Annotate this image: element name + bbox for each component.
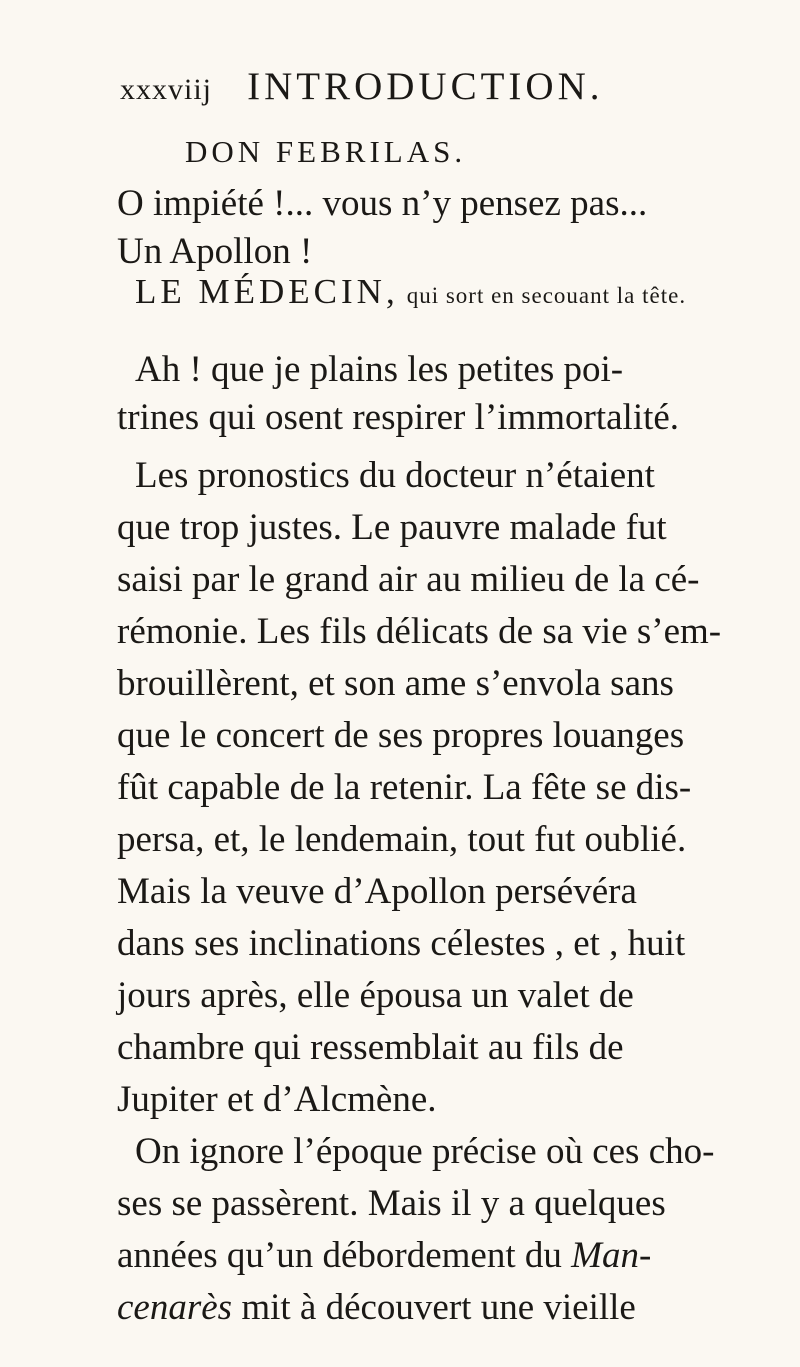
text-segment: mit à découvert une vieille — [232, 1287, 636, 1328]
text-line: Ah ! que je plains les petites poi- — [135, 349, 624, 390]
text-line: saisi par le grand air au milieu de la cé- — [117, 559, 700, 600]
text-line — [117, 1232, 757, 1280]
page-header — [120, 64, 640, 114]
stage-direction: qui sort en secouant la tête. — [406, 283, 687, 308]
text-line: brouillèrent, et son ame s’envola sans — [117, 663, 674, 704]
speaker-name: LE MÉDECIN, — [135, 272, 399, 311]
text-line: Un Apollon ! — [117, 231, 313, 272]
speaker-name-don-febrilas: DON FEBRILAS. — [185, 134, 467, 169]
text-line: Mais la veuve d’Apollon persévéra — [117, 871, 637, 912]
text-line: chambre qui ressemblait au fils de — [117, 1027, 624, 1068]
text-line: que le concert de ses propres louanges — [117, 715, 685, 756]
text-line: Jupiter et d’Alcmène. — [117, 1079, 437, 1120]
text-line: que trop justes. Le pauvre malade fut — [117, 507, 667, 548]
text-line: Les pronostics du docteur n’étaient — [135, 455, 655, 496]
text-line: trines qui osent respirer l’immortalité. — [117, 397, 680, 438]
text-segment: années qu’un débordement du — [117, 1235, 572, 1276]
text-line: persa, et, le lendemain, tout fut oublié. — [117, 819, 687, 860]
text-line: rémonie. Les fils délicats de sa vie s’em- — [117, 611, 722, 652]
text-line: dans ses inclinations célestes , et , huit — [117, 923, 686, 964]
speaker-le-medecin — [135, 272, 686, 312]
page-number: xxxviij — [120, 73, 213, 106]
text-line: fût capable de la retenir. La fête se dis- — [117, 767, 692, 808]
running-title: INTRODUCTION. — [247, 65, 604, 108]
italic-word: cenarès — [117, 1287, 233, 1328]
text-line: jours après, elle épousa un valet de — [117, 975, 634, 1016]
text-line: ses se passèrent. Mais il y a quelques — [117, 1183, 666, 1224]
text-line: On ignore l’époque précise où ces cho- — [135, 1131, 715, 1172]
text-line: O impiété !... vous n’y pensez pas... — [117, 183, 648, 224]
text-line — [117, 1284, 757, 1332]
italic-word: Man- — [571, 1235, 652, 1276]
